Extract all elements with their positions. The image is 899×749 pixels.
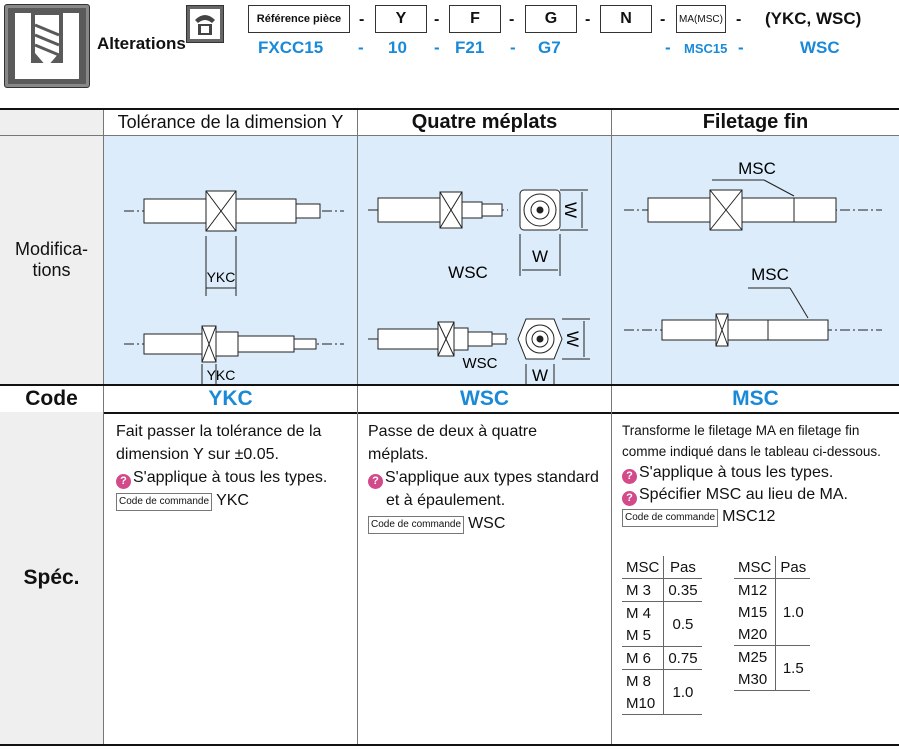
msc-label-bottom: MSC xyxy=(751,265,789,284)
example-f: F21 xyxy=(455,38,485,57)
example-part: FXCC15 xyxy=(258,38,324,57)
order-code-label: Code de commande xyxy=(116,493,212,511)
table-row: M20 xyxy=(734,623,810,646)
header-blank-cell xyxy=(0,110,104,136)
example-msc: MSC15 xyxy=(684,41,728,56)
table-row: M 5 xyxy=(622,624,702,647)
wsc-diagram xyxy=(358,136,612,384)
hint-icon: ? xyxy=(116,474,131,489)
phone-icon xyxy=(186,5,224,43)
part-box-f: F xyxy=(449,5,501,33)
part-box-y: Y xyxy=(375,5,427,33)
column-heading-wsc: Quatre méplats xyxy=(358,110,612,136)
spec-ykc-line2: dimension Y sur ±0.05. xyxy=(116,446,279,463)
table-row: M 6 0.75 xyxy=(622,647,702,670)
row-label-spec: Spéc. xyxy=(0,412,104,744)
part-box-g: G xyxy=(525,5,577,33)
hint-icon: ? xyxy=(368,474,383,489)
wsc-label-bottom: WSC xyxy=(462,355,498,372)
table-row: M30 xyxy=(734,668,810,691)
spec-msc-line1: Transforme le filetage MA en filetage fin xyxy=(622,423,860,438)
table-row: M 4 0.5 xyxy=(622,602,702,625)
spec-ykc-line1: Fait passer la tolérance de la xyxy=(116,423,322,440)
table-row: M25 1.5 xyxy=(734,646,810,669)
spec-ykc-cmd-value: YKC xyxy=(216,492,249,509)
code-wsc: WSC xyxy=(358,386,612,412)
spec-ykc-note: S'applique à tous les types. xyxy=(133,469,328,486)
example-y: 10 xyxy=(388,38,407,57)
alterations-table xyxy=(0,108,899,712)
pitch-table-left: MSC Pas M 3 0.35 M 4 0.5 M 5 M 6 0.75 M 8 1.0 M10 xyxy=(622,556,702,715)
alterations-logo-icon xyxy=(4,4,90,88)
table-row: M15 xyxy=(734,601,810,623)
table-bottom-rule xyxy=(0,744,899,746)
ykc-dim-label-top: YKC xyxy=(206,269,236,285)
ykc-diagram xyxy=(104,136,358,384)
ykc-dim-label-bottom: YKC xyxy=(206,367,236,383)
table-row: M 3 0.35 xyxy=(622,579,702,602)
spec-msc-note2: Spécifier MSC au lieu de MA. xyxy=(639,486,848,503)
hint-icon: ? xyxy=(622,469,637,484)
table-row: M10 xyxy=(622,692,702,715)
spec-wsc-line1: Passe de deux à quatre xyxy=(368,423,538,440)
spec-wsc xyxy=(358,412,612,744)
row-label-code: Code xyxy=(0,386,104,412)
code-row xyxy=(0,384,899,414)
code-ykc: YKC xyxy=(104,386,358,412)
msc-diagram xyxy=(612,136,899,384)
code-msc: MSC xyxy=(732,387,779,410)
wsc-w-front-bottom: W xyxy=(531,366,549,384)
pitch-table-right: MSC Pas M12 1.0 M15 M20 M25 1.5 M30 xyxy=(734,556,810,691)
msc-label-top: MSC xyxy=(738,159,776,178)
table-row: M 8 1.0 xyxy=(622,670,702,693)
spec-wsc-line2: méplats. xyxy=(368,446,429,463)
column-heading-msc: Filetage fin xyxy=(612,110,899,136)
table-row: M12 1.0 xyxy=(734,579,810,602)
spec-ykc xyxy=(104,412,358,744)
wsc-w-front-top: W xyxy=(531,247,549,266)
spec-msc-line2: comme indiqué dans le tableau ci-dessous. xyxy=(622,444,881,459)
example-g: G7 xyxy=(538,38,561,57)
part-box-reference: Référence pièce xyxy=(248,5,350,33)
hint-icon: ? xyxy=(622,491,637,506)
order-code-label: Code de commande xyxy=(622,509,718,527)
spec-wsc-note1: S'applique aux types standard xyxy=(385,469,599,486)
part-box-n: N xyxy=(600,5,652,33)
spec-wsc-note2: et à épaulement. xyxy=(386,492,506,509)
wsc-label-top: WSC xyxy=(448,263,488,282)
spec-wsc-cmd-value: WSC xyxy=(468,515,506,532)
spec-msc xyxy=(612,412,899,744)
row-label-modifications: Modifica- tions xyxy=(0,136,104,384)
spec-msc-cmd-value: MSC12 xyxy=(722,508,776,525)
alterations-label: Alterations xyxy=(97,34,186,53)
alteration-codes: (YKC, WSC) xyxy=(765,9,862,28)
example-wsc: WSC xyxy=(800,38,840,57)
spec-msc-note1: S'applique à tous les types. xyxy=(639,464,834,481)
column-heading-ykc: Tolérance de la dimension Y xyxy=(104,110,358,136)
part-box-ma-msc: MA(MSC) xyxy=(676,5,726,33)
wsc-w-side-bottom: W xyxy=(563,330,582,348)
wsc-w-side-top: W xyxy=(561,201,580,219)
order-code-label: Code de commande xyxy=(368,516,464,534)
